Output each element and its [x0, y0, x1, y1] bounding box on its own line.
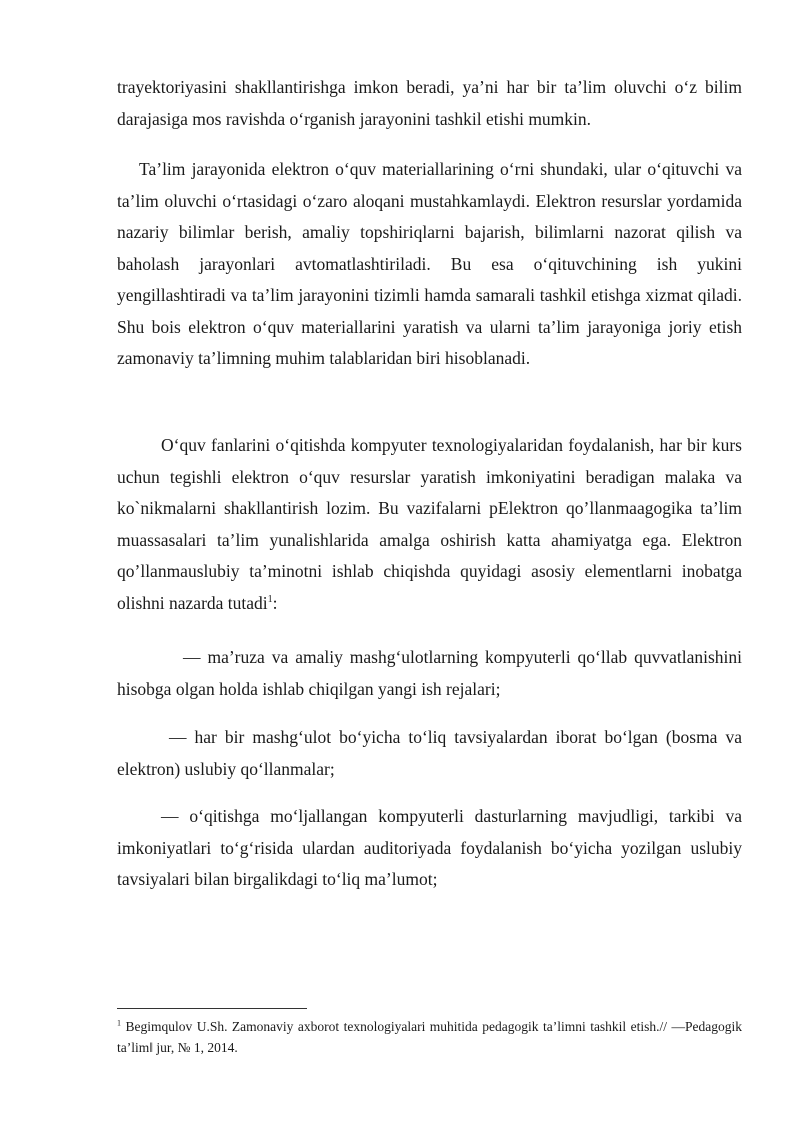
paragraph-2	[117, 154, 742, 375]
list-item-1	[117, 642, 742, 705]
paragraph-3	[117, 430, 742, 619]
list-item-1-text: — ma’ruza va amaliy mashg‘ulotlarning kompyuterli qo‘llab quvvatlanishini hisobga olgan holda ishlab chiqilgan yangi ish rejalari;	[117, 647, 742, 699]
list-item-3	[117, 801, 742, 896]
paragraph-1-text: trayektoriyasini shakllantirishga imkon beradi, ya’ni har bir ta’lim oluvchi o‘z bilim darajasiga mos ravishda o‘rganish jarayonini tashkil etishi mumkin.	[117, 77, 742, 129]
paragraph-1	[117, 72, 742, 135]
footnote-separator	[117, 1008, 307, 1009]
footnote-reference[interactable]: 1	[267, 593, 273, 605]
footnote-number: 1	[117, 1018, 121, 1028]
list-item-2	[117, 722, 742, 785]
footnote-text: Begimqulov U.Sh. Zamonaviy axborot texnologiyalari muhitida pedagogik ta’limni tashkil etish.// ―Pedagogik ta’lim‖ jur, № 1, 2014.	[117, 1019, 743, 1055]
list-item-3-text: — o‘qitishga mo‘ljallangan kompyuterli dasturlarning mavjudligi, tarkibi va imkoniyatlari to‘g‘risida ulardan auditoriyada foydalanish bo‘yicha yozilgan uslubiy tavsiyalari bilan birgalikdagi to‘liq ma’lumot;	[117, 806, 742, 889]
list-item-2-text: — har bir mashg‘ulot bo‘yicha to‘liq tavsiyalardan iborat bo‘lgan (bosma va elektron) uslubiy qo‘llanmalar;	[117, 727, 742, 779]
paragraph-2-text: Ta’lim jarayonida elektron o‘quv materiallarining o‘rni shundaki, ular o‘qituvchi va ta’lim oluvchi o‘rtasidagi o‘zaro aloqani mustahkamlaydi. Elektron resurslar yordamida nazariy bilimlar berish, amaliy topshiriqlarni bajarish, bilimlarni nazorat qilish va baholash jarayonlari avtomatlashtiriladi. Bu esa o‘qituvchining ish yukini yengillashtiradi va ta’lim jarayonini tizimli hamda samarali tashkil etishga xizmat qiladi. Shu bois elektron o‘quv materiallarini yaratish va ularni ta’lim jarayoniga joriy etish zamonaviy ta’limning muhim talablaridan biri hisoblanadi.	[117, 159, 742, 368]
paragraph-3-text: O‘quv fanlarini o‘qitishda kompyuter texnologiyalaridan foydalanish, har bir kurs uchun tegishli elektron o‘quv resurslar yaratish imkoniyatini beradigan malaka va ko`nikmalarni shakllantirish lozim. Bu vazifalarni pElektron qo’llanmaagogika ta’lim muassasalari ta’lim yunalishlarida amalga oshirish katta ahamiyatga ega. Elektron qo’llanmauslubiy ta’minotni ishlab chiqishda quyidagi asosiy elementlarni inobatga olishni nazarda tutadi	[117, 435, 742, 613]
footnote	[117, 1016, 742, 1058]
paragraph-3-tail: :	[272, 592, 278, 613]
